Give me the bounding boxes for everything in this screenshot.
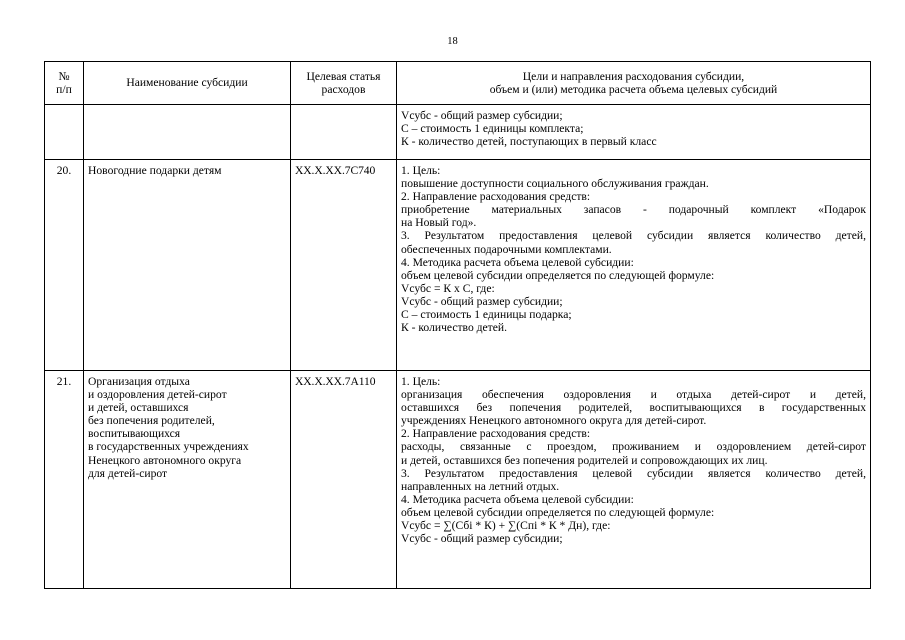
header-goals-line: Цели и направления расходования субсидии,: [522, 69, 745, 83]
row-goals: [397, 160, 871, 371]
row-name: [84, 160, 291, 371]
goals-line: 4. Методика расчета объема целевой субсидии:: [401, 492, 634, 506]
goals-line: Vсубс - общий размер субсидии;: [401, 109, 563, 122]
goals-line: Vсубс - общий размер субсидии;: [401, 294, 563, 308]
goals-line: организация обеспечения оздоровления и отдыха детей-сирот и детей,: [401, 388, 866, 402]
name-line: без попечения родителей,: [88, 414, 215, 428]
name-line: в государственных учреждениях: [88, 440, 249, 454]
goals-line: 1. Цель:: [401, 375, 441, 388]
row-code: ХХ.Х.ХХ.7А110: [291, 371, 397, 589]
row-goals: [397, 371, 871, 589]
goals-line: 2. Направление расходования средств:: [401, 427, 591, 441]
goals-line: 3. Результатом предоставления целевой субсидии является количество детей,: [401, 466, 866, 480]
subsidy-table: [44, 61, 871, 589]
goals-line: 4. Методика расчета объема целевой субсидии:: [401, 255, 634, 269]
goals-line: учреждениях Ненецкого автономного округа для детей-сирот.: [401, 414, 707, 428]
header-name: [84, 62, 291, 105]
goals-line: С – стоимость 1 единицы подарка;: [401, 308, 572, 322]
name-line: Организация отдыха: [88, 375, 190, 388]
goals-line: 1. Цель:: [401, 164, 441, 177]
goals-line: объем целевой субсидии определяется по следующей формуле:: [401, 268, 715, 282]
name-line: Новогодние подарки детям: [88, 164, 222, 177]
header-num-line: п/п: [56, 83, 72, 96]
goals-line: на Новый год».: [401, 216, 477, 230]
name-line: Ненецкого автономного округа: [88, 453, 242, 467]
goals-line: Vсубс = ∑(Сбi * К) + ∑(Спi * К * Дн), где:: [401, 519, 611, 533]
goals-line: 3. Результатом предоставления целевой субсидии является количество детей,: [401, 229, 866, 243]
table-header-row: [45, 62, 871, 105]
row-name: [84, 371, 291, 589]
header-name-line: Наименование субсидии: [126, 76, 248, 90]
page-number: 18: [447, 36, 458, 47]
row-name: [84, 105, 291, 160]
goals-line: и детей, оставшихся без попечения родителей и сопровождающих их лиц.: [401, 453, 768, 467]
header-goals-line: объем и (или) методика расчета объема целевых субсидий: [489, 83, 778, 96]
name-line: и оздоровления детей-сирот: [88, 388, 227, 402]
goals-line: Vсубс - общий размер субсидии;: [401, 532, 563, 546]
goals-line: К - количество детей, поступающих в первый класс: [401, 135, 657, 149]
row-goals: [397, 105, 871, 160]
row-code: ХХ.Х.ХХ.7С740: [291, 160, 397, 371]
goals-line: 2. Направление расходования средств:: [401, 190, 591, 204]
header-goals: [397, 62, 871, 105]
name-line: воспитывающихся: [88, 427, 181, 441]
goals-line: направленных на летний отдых.: [401, 479, 560, 493]
header-num: [45, 62, 84, 105]
goals-line: Vсубс = К х С, где:: [401, 281, 495, 295]
name-line: и детей, оставшихся: [88, 401, 189, 415]
row-num: [45, 105, 84, 160]
goals-line: К - количество детей.: [401, 321, 507, 335]
name-line: для детей-сирот: [88, 466, 168, 480]
row-num: 20.: [45, 160, 84, 371]
header-code-line: расходов: [321, 83, 366, 96]
goals-line: обеспеченных подарочными комплектами.: [401, 242, 612, 256]
header-code-line: Целевая статья: [306, 69, 381, 83]
row-num: 21.: [45, 371, 84, 589]
goals-line: расходы, связанные с проездом, проживанием и оздоровлением детей-сирот: [401, 440, 866, 454]
table-row: [45, 105, 871, 160]
table-row: [45, 160, 871, 371]
goals-line: С – стоимость 1 единицы комплекта;: [401, 122, 584, 136]
header-code: [291, 62, 397, 105]
goals-line: повышение доступности социального обслуживания граждан.: [401, 177, 709, 191]
header-num-line: №: [58, 69, 70, 83]
table-row: [45, 371, 871, 589]
goals-line: приобретение материальных запасов - подарочный комплект «Подарок: [401, 203, 866, 217]
row-code: [291, 105, 397, 160]
goals-line: объем целевой субсидии определяется по следующей формуле:: [401, 505, 715, 519]
goals-line: оставшихся без попечения родителей, воспитывающихся в государственных: [401, 401, 866, 415]
